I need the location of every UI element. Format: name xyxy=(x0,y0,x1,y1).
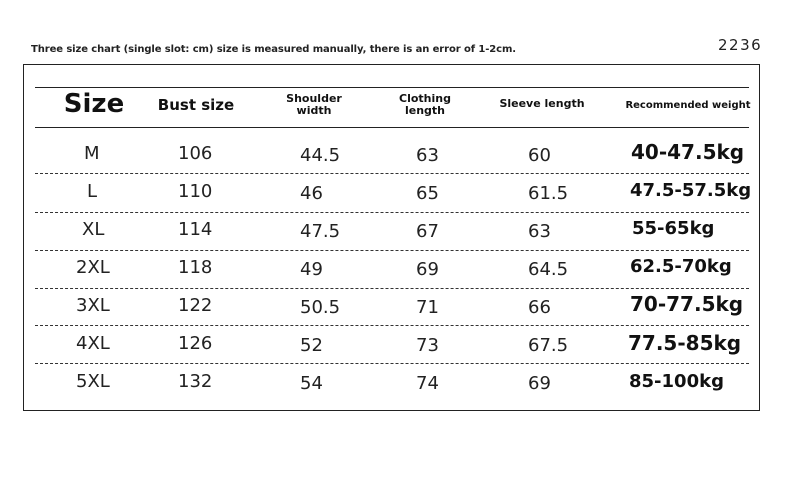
cell-length: 73 xyxy=(416,335,439,356)
header-bust-size: Bust size xyxy=(157,96,235,114)
cell-length: 71 xyxy=(416,297,439,318)
cell-shoulder: 50.5 xyxy=(300,297,341,318)
header-clothing-line2: length xyxy=(404,104,446,118)
cell-weight: 85-100kg xyxy=(629,371,724,392)
cell-bust: 126 xyxy=(178,333,213,354)
cell-sleeve: 64.5 xyxy=(528,259,569,280)
header-clothing-line1: Clothing xyxy=(399,92,451,105)
cell-shoulder: 44.5 xyxy=(300,145,341,166)
cell-sleeve: 67.5 xyxy=(528,335,569,356)
cell-bust: 122 xyxy=(178,295,213,316)
cell-bust: 118 xyxy=(178,257,213,278)
cell-shoulder: 52 xyxy=(300,335,323,356)
row-separator xyxy=(35,363,749,364)
cell-size: 5XL xyxy=(76,371,110,392)
cell-sleeve: 69 xyxy=(528,373,551,394)
cell-bust: 106 xyxy=(178,143,213,164)
cell-length: 74 xyxy=(416,373,439,394)
cell-shoulder: 47.5 xyxy=(300,221,341,242)
cell-length: 65 xyxy=(416,183,439,204)
row-separator xyxy=(35,173,749,174)
header-shoulder-line1: Shoulder xyxy=(286,92,342,105)
cell-bust: 132 xyxy=(178,371,213,392)
cell-shoulder: 46 xyxy=(300,183,323,204)
header-shoulder-width xyxy=(274,93,354,117)
cell-weight: 70-77.5kg xyxy=(630,292,744,316)
cell-weight: 77.5-85kg xyxy=(628,331,742,355)
cell-shoulder: 54 xyxy=(300,373,323,394)
row-separator xyxy=(35,250,749,251)
cell-shoulder: 49 xyxy=(300,259,323,280)
cell-size: M xyxy=(84,143,100,164)
header-top-rule xyxy=(35,87,749,88)
header-sleeve-length: Sleeve length xyxy=(499,97,585,110)
cell-size: 4XL xyxy=(76,333,110,354)
header-shoulder-line2: width xyxy=(296,104,332,118)
cell-length: 63 xyxy=(416,145,439,166)
row-separator xyxy=(35,212,749,213)
cell-size: XL xyxy=(82,219,105,240)
cell-length: 69 xyxy=(416,259,439,280)
cell-bust: 114 xyxy=(178,219,213,240)
cell-weight: 62.5-70kg xyxy=(630,256,732,277)
header-clothing-length xyxy=(385,93,465,117)
measurement-note: Three size chart (single slot: cm) size is measured manually, there is an error of 1-2cm. xyxy=(31,44,516,55)
header-recommended-weight: Recommended weight xyxy=(625,100,751,111)
cell-sleeve: 63 xyxy=(528,221,551,242)
cell-bust: 110 xyxy=(178,181,213,202)
cell-weight: 55-65kg xyxy=(632,218,715,239)
cell-size: 3XL xyxy=(76,295,110,316)
cell-sleeve: 61.5 xyxy=(528,183,569,204)
cell-sleeve: 60 xyxy=(528,145,551,166)
cell-weight: 47.5-57.5kg xyxy=(630,180,752,201)
header-bottom-rule xyxy=(35,127,749,128)
cell-size: 2XL xyxy=(76,257,110,278)
row-separator xyxy=(35,288,749,289)
header-size: Size xyxy=(63,89,125,119)
cell-weight: 40-47.5kg xyxy=(631,140,745,164)
cell-sleeve: 66 xyxy=(528,297,551,318)
cell-length: 67 xyxy=(416,221,439,242)
product-code: 2236 xyxy=(718,36,763,54)
cell-size: L xyxy=(87,181,98,202)
row-separator xyxy=(35,325,749,326)
